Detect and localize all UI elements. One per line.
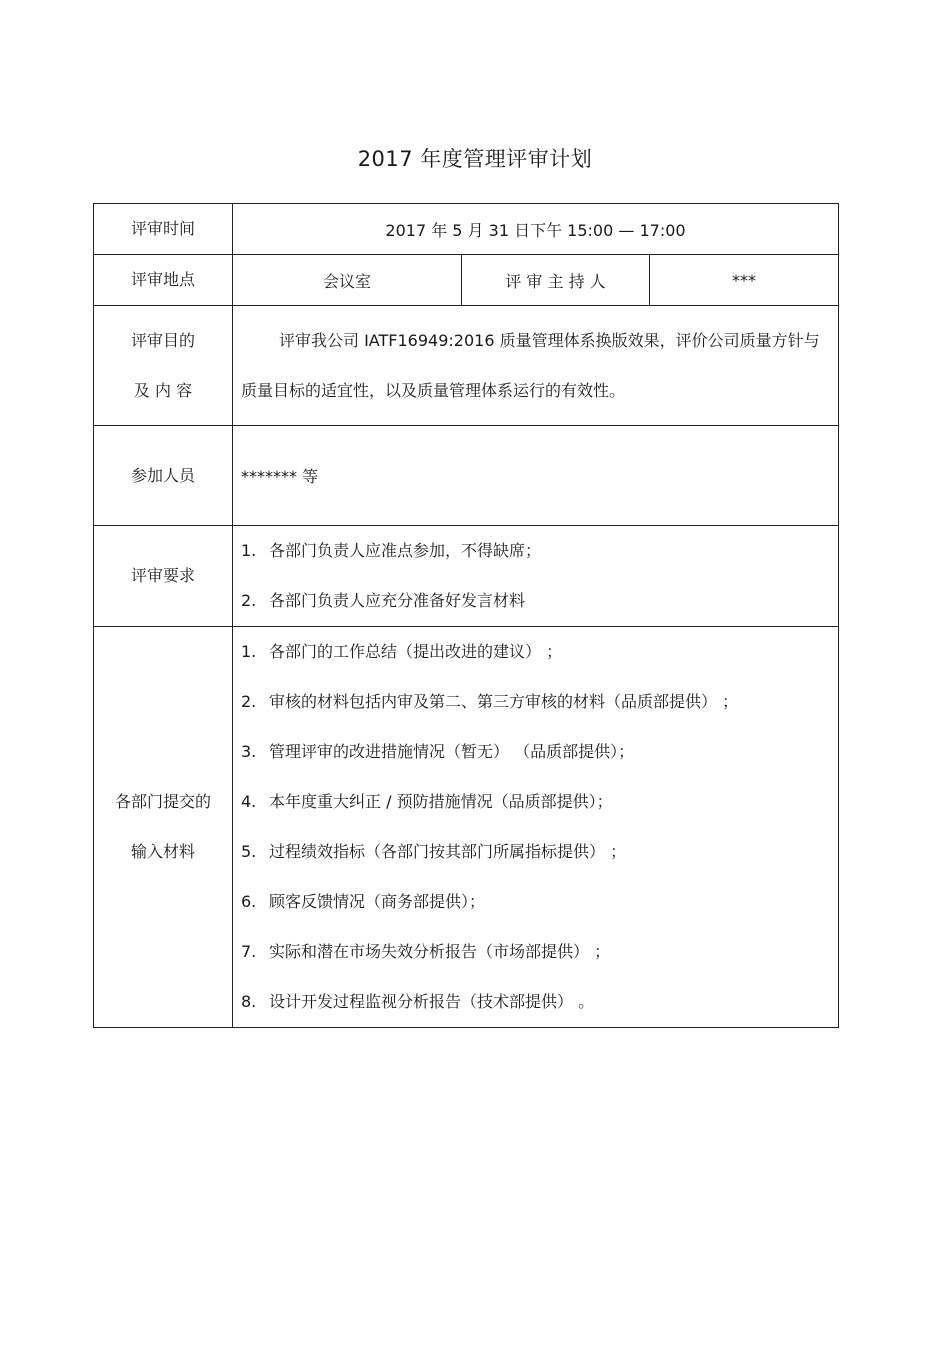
row-purpose (94, 306, 839, 426)
list-item: 2. 审核的材料包括内审及第二、第三方审核的材料（品质部提供） ； (241, 692, 739, 711)
purpose-text: 评审我公司 IATF16949:2016 质量管理体系换版效果，评价公司质量方针与质量目标的适宜性，以及质量管理体系运行的有效性。 (241, 330, 820, 400)
participants-label: 参加人员 (94, 426, 233, 526)
requirements-content (233, 526, 839, 627)
page-title: 2017 年度管理评审计划 (357, 147, 593, 171)
materials-label-line1: 各部门提交的 (114, 792, 211, 811)
row-location (94, 255, 839, 306)
list-item: 1. 各部门负责人应准点参加，不得缺席； (241, 541, 542, 560)
row-requirements (94, 526, 839, 627)
purpose-content (233, 306, 839, 426)
list-item: 6. 顾客反馈情况（商务部提供）； (241, 892, 486, 911)
host-value: *** (650, 255, 839, 306)
row-participants (94, 426, 839, 526)
location-label: 评审地点 (94, 255, 233, 306)
time-value: 2017 年 5 月 31 日下午 15:00 — 17:00 (233, 204, 839, 255)
row-materials (94, 627, 839, 1028)
review-plan-table (93, 203, 839, 1028)
row-time (94, 204, 839, 255)
participants-value: ******* 等 (233, 426, 839, 526)
list-item: 2. 各部门负责人应充分准备好发言材料 (241, 591, 526, 610)
list-item: 7. 实际和潜在市场失效分析报告（市场部提供） ； (241, 942, 611, 961)
list-item: 1. 各部门的工作总结（提出改进的建议） ； (241, 642, 563, 661)
time-label: 评审时间 (94, 204, 233, 255)
host-label: 评 审 主 持 人 (462, 255, 650, 306)
purpose-label-line2: 及 内 容 (133, 380, 193, 400)
list-item: 8. 设计开发过程监视分析报告（技术部提供） 。 (241, 992, 595, 1011)
requirements-label: 评审要求 (94, 526, 233, 627)
purpose-label (94, 306, 233, 426)
list-item: 4. 本年度重大纠正 / 预防措施情况（品质部提供）； (241, 792, 613, 811)
purpose-label-line1: 评审目的 (130, 330, 195, 350)
list-item: 3. 管理评审的改进措施情况（暂无） （品质部提供）； (241, 742, 635, 761)
list-item: 5. 过程绩效指标（各部门按其部门所属指标提供） ； (241, 842, 627, 861)
materials-label-line2: 输入材料 (130, 842, 195, 861)
materials-label (94, 627, 233, 1028)
materials-content (233, 627, 839, 1028)
location-value: 会议室 (233, 255, 462, 306)
